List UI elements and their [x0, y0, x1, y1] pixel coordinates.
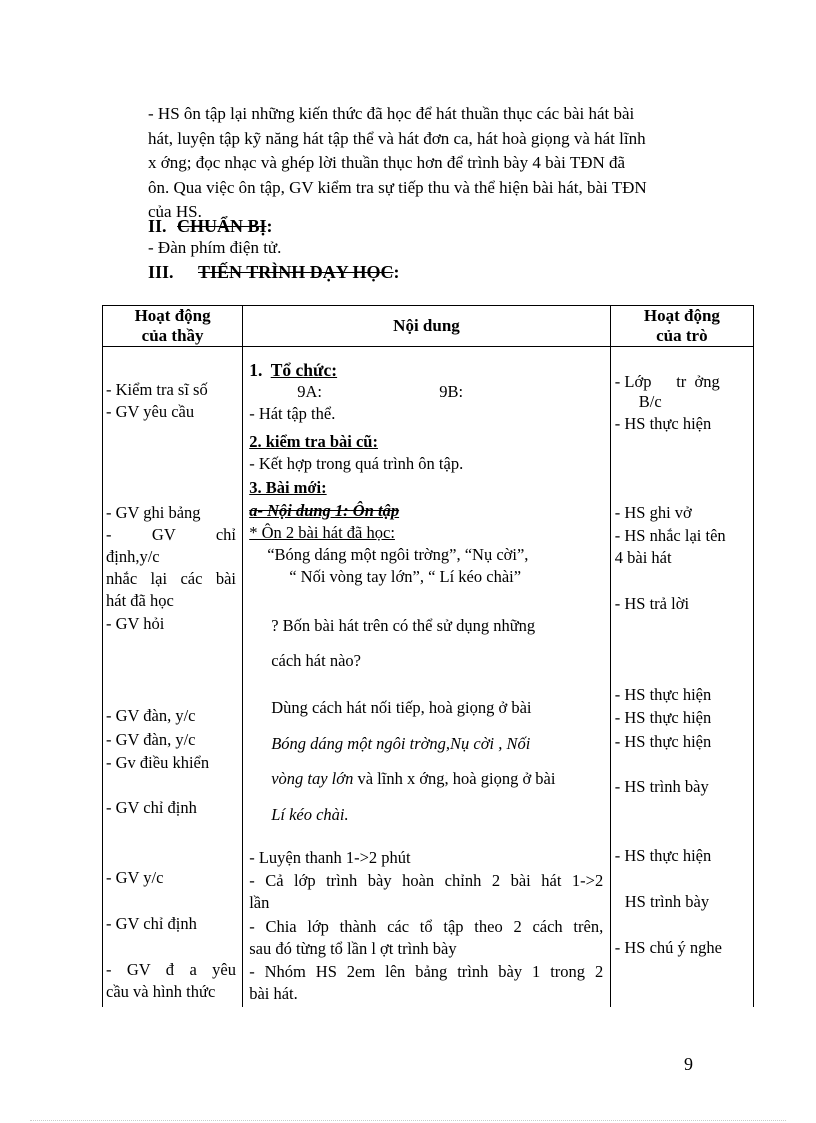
header-teacher: Hoạt động của thầy — [103, 306, 243, 347]
content-line: cách hát nào? — [271, 651, 361, 670]
teacher-activity: - GV đàn, y/c — [106, 706, 196, 725]
content-line: Dùng cách hát nối tiếp, hoà giọng ở bài — [271, 698, 532, 717]
student-activity: HS trình bày — [624, 892, 710, 911]
student-activity: - Lớp tr ởng — [614, 372, 720, 391]
content-line: Lí kéo chài. — [271, 805, 349, 824]
student-activity: - HS nhắc lại tên — [614, 526, 726, 545]
teacher-activity: - GV đàn, y/c — [106, 730, 196, 749]
teacher-activity: - GV ghi bảng — [106, 503, 201, 522]
student-activity: - HS chú ý nghe — [614, 938, 722, 957]
class-9a: 9A: — [297, 382, 322, 401]
teacher-activity: - Gv điều khiển — [106, 753, 210, 772]
section-colon: : — [266, 216, 273, 236]
student-activity: - HS thực hiện — [614, 414, 712, 433]
intro-line: - HS ôn tập lại những kiến thức đã học để hát thuần thục các bài hát bài — [148, 104, 635, 123]
content-line: - Cả lớp trình bày hoàn chỉnh 2 bài hát 1->2 — [249, 871, 604, 890]
teacher-column — [103, 347, 243, 1008]
teacher-activity: - GV hỏi — [106, 614, 165, 633]
section-heading-preparation — [148, 216, 273, 237]
content-line: ? Bốn bài hát trên có thể sử dụng những — [271, 616, 536, 635]
student-activity: - HS thực hiện — [614, 732, 712, 751]
teacher-activity: - GV y/c — [106, 868, 164, 887]
page-number: 9 — [684, 1054, 693, 1074]
content-line: Bóng dáng một ngôi trờng,Nụ cời , Nối — [271, 734, 531, 753]
page-footer-divider — [30, 1120, 786, 1121]
content-line: bài hát. — [249, 984, 298, 1003]
content-line: vòng tay lớn và lĩnh x ớng, hoà giọng ở bài — [271, 769, 556, 788]
teacher-activity: định,y/c — [106, 547, 160, 566]
intro-line: hát, luyện tập kỹ năng hát tập thể và hát đơn ca, hát hoà giọng và hát lĩnh — [148, 128, 646, 148]
header-content: Nội dung — [243, 306, 611, 347]
intro-line: x ớng; đọc nhạc và ghép lời thuần thục hơn để trình bày 4 bài TĐN đã — [148, 153, 626, 172]
student-column — [610, 347, 753, 1008]
content-line: sau đó từng tổ lần l ợt trình bày — [249, 939, 457, 958]
content-subheading: a- Nội dung 1: Ôn tập — [249, 501, 400, 520]
student-activity: - HS thực hiện — [614, 846, 712, 865]
student-activity: B/c — [638, 392, 662, 411]
teacher-activity: hát đã học — [106, 591, 174, 610]
teacher-activity: - GV đ a yêu — [106, 960, 236, 979]
student-activity: - HS thực hiện — [614, 685, 712, 704]
section-number: II. — [148, 216, 167, 236]
content-heading-organization: 1. Tổ chức: — [249, 360, 338, 380]
teacher-activity: - GV chỉ định — [106, 798, 197, 817]
table-body-row — [103, 347, 754, 1008]
teacher-activity: - GV chỉ định — [106, 914, 197, 933]
content-line: “Bóng dáng một ngôi trờng”, “Nụ cời”, — [267, 545, 529, 564]
preparation-item: - Đàn phím điện tử. — [148, 238, 282, 257]
section-colon: : — [393, 262, 400, 282]
content-line: “ Nối vòng tay lớn”, “ Lí kéo chài” — [289, 567, 522, 586]
student-activity: - HS trả lời — [614, 594, 690, 613]
section-title: TIẾN TRÌNH DẠY HỌC — [198, 262, 394, 282]
teacher-activity: - Kiểm tra sĩ số — [106, 380, 208, 399]
teacher-activity: nhắc lại các bài — [106, 569, 236, 588]
section-title: CHUẨN BỊ — [177, 216, 267, 236]
content-line: - Chia lớp thành các tổ tập theo 2 cách trên, — [249, 917, 604, 936]
content-heading-new-lesson: 3. Bài mới: — [249, 478, 327, 497]
content-line: lần — [249, 893, 270, 912]
student-activity: 4 bài hát — [614, 548, 672, 567]
content-line: - Hát tập thể. — [249, 404, 336, 423]
intro-line: ôn. Qua việc ôn tập, GV kiểm tra sự tiếp thu và thể hiện bài hát, bài TĐN — [148, 177, 647, 197]
content-line: - Nhóm HS 2em lên bảng trình bày 1 trong 2 — [249, 962, 604, 981]
content-line: - Luyện thanh 1->2 phút — [249, 848, 411, 867]
teacher-activity: - GV chỉ — [106, 525, 236, 544]
lesson-table — [102, 305, 754, 1007]
header-student: Hoạt động của trò — [610, 306, 753, 347]
class-9b: 9B: — [439, 382, 464, 401]
content-heading-review: 2. kiểm tra bài cũ: — [249, 432, 378, 451]
teacher-activity: - GV yêu cầu — [106, 402, 195, 421]
content-column — [243, 347, 611, 1008]
content-line: * Ôn 2 bài hát đã học: — [249, 523, 395, 542]
teacher-activity: cầu và hình thức — [106, 982, 216, 1001]
section-heading-process — [148, 262, 400, 283]
table-header-row — [103, 306, 754, 347]
intro-paragraph — [148, 102, 704, 225]
section-number: III. — [148, 262, 174, 282]
student-activity: - HS trình bày — [614, 777, 709, 796]
intro-line: của HS. — [148, 202, 202, 221]
student-activity: - HS ghi vở — [614, 503, 692, 522]
content-line: - Kết hợp trong quá trình ôn tập. — [249, 454, 464, 473]
student-activity: - HS thực hiện — [614, 708, 712, 727]
